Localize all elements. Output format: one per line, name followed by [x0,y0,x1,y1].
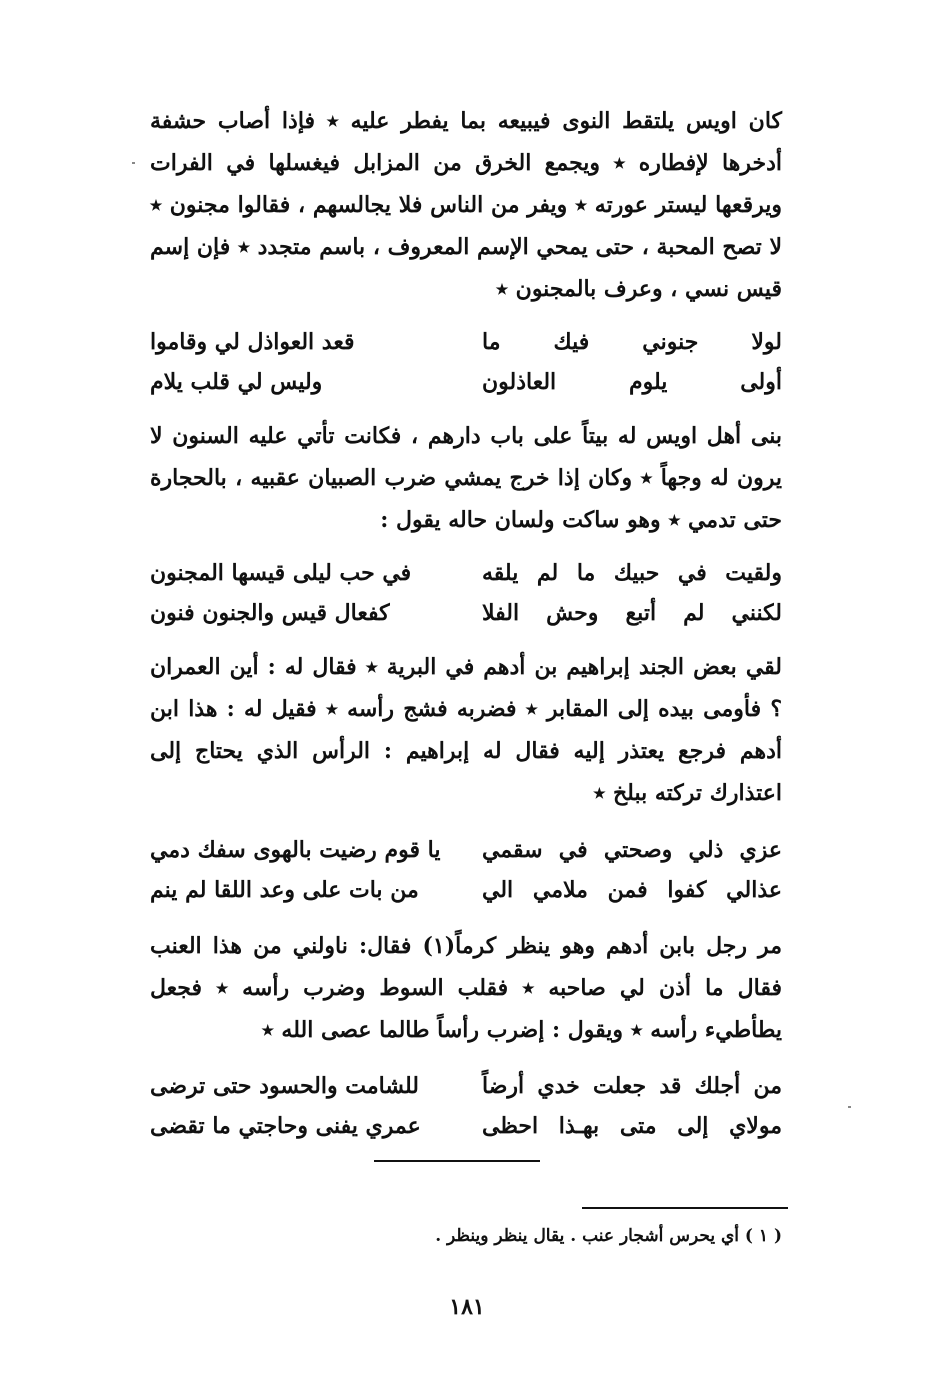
verse-line [150,1106,782,1146]
scan-speck [848,1106,851,1108]
verse-2 [150,553,782,633]
verse-line [150,553,782,593]
verse-hemistich: للشامت والحسود حتى ترضى [150,1073,419,1099]
verse-hemistich: أولى يلوم العاذلون [482,369,782,395]
verse-hemistich: من أجلك قد جعلت خدي أرضاً [482,1073,782,1099]
verse-line [150,870,782,910]
verse-hemistich: كفعال قيس والجنون فنون [150,600,390,626]
verse-hemistich: لولا جنوني فيك ما [482,329,782,355]
verse-hemistich: عذالي كفوا فمن ملامي الي [482,877,782,903]
page-number: ١٨١ [449,1294,485,1320]
verse-hemistich: عزي ذلي وصحتي في سقمي [482,837,782,863]
paragraph-3: لقي بعض الجند إبراهيم بن أدهم في البرية ٭ فقال له : أين العمران ؟ فأومى بيده إلى المقابر ٭ فضربه فشج رأسه ٭ فقيل له : هذا ابن أدهم فرجع يعتذر إليه فقال له إبراهيم : الرأس الذي يحتاج إلى اعتذارك تركته ببلخ ٭ [150,654,782,806]
verse-hemistich: مولاي إلى متى بهـذا احظى [482,1113,782,1139]
footnote: ( ١ ) أي يحرس أشجار عنب . يقال ينظر وينظر . [435,1226,782,1246]
verse-4 [150,1066,782,1146]
verse-line [150,362,782,402]
verse-hemistich: قعد العواذل لي وقاموا [150,329,355,355]
verse-hemistich: عمري يفنى وحاجتي ما تقضى [150,1113,421,1139]
verse-line [150,1066,782,1106]
verse-hemistich: لكنني لم أتبع وحش الفلا [482,600,782,626]
verse-line [150,593,782,633]
verse-hemistich: في حب ليلى قيسها المجنون [150,560,412,586]
verse-underline [374,1160,540,1162]
verse-hemistich: ولقيت في حبيك ما لم يلقه [482,560,782,586]
verse-3 [150,830,782,910]
paragraph-1: كان اويس يلتقط النوى فيبيعه بما يفطر عليه ٭ فإذا أصاب حشفة أدخرها لإفطاره ٭ ويجمع الخرق من المزابل فيغسلها في الفرات ويرقعها ليستر عورته ٭ ويفر من الناس فلا يجالسهم ، فقالوا مجنون ٭ لا تصح المحبة ، حتى يمحي الإسم المعروف ، باسم متجدد ٭ فإن إسم قيس نسي ، وعرف بالمجنون ٭ [150,108,782,302]
verse-line [150,322,782,362]
paragraph-2: بنى أهل اويس له بيتاً على باب دارهم ، فكانت تأتي عليه السنون لا يرون له وجهاً ٭ وكان إذا خرج يمشي ضرب الصبيان عقبيه ، بالحجارة حتى تدمي ٭ وهو ساكت ولسان حاله يقول : [150,423,782,533]
paragraph-4: مر رجل بابن أدهم وهو ينظر كرماً(١) فقال: ناولني من هذا العنب فقال ما أذن لي صاحبه ٭ فقلب السوط وضرب رأسه ٭ فجعل يطأطيء رأسه ٭ ويقول : إضرب رأساً طالما عصى الله ٭ [150,933,782,1043]
verse-hemistich: يا قوم رضيت بالهوى سفك دمي [150,837,441,863]
scan-speck [132,162,135,164]
verse-hemistich: من بات على وعد اللقا لم ينم [150,877,419,903]
footnote-rule [582,1207,788,1209]
verse-hemistich: وليس لي قلب يلام [150,369,323,395]
verse-1 [150,322,782,402]
verse-line [150,830,782,870]
